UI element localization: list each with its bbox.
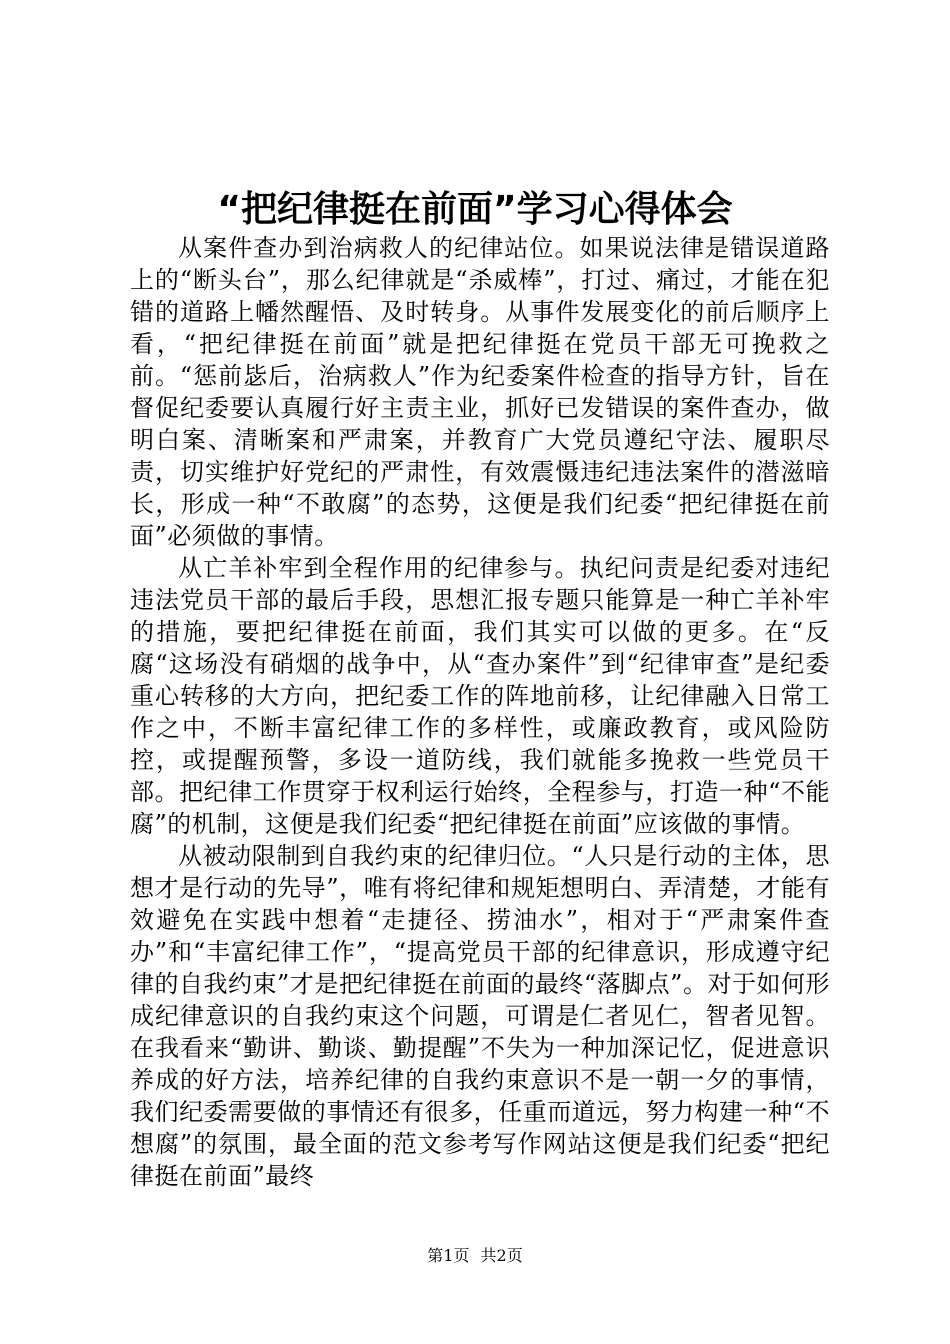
document-body	[130, 232, 830, 1192]
paragraph: 从亡羊补牢到全程作用的纪律参与。执纪问责是纪委对违纪违法党员干部的最后手段，思想汇报专题只能算是一种亡羊补牢的措施，要把纪律挺在前面，我们其实可以做的更多。在“反腐“这场没有硝烟的战争中，从“查办案件”到“纪律审查”是纪委重心转移的大方向，把纪委工作的阵地前移，让纪律融入日常工作之中，不断丰富纪律工作的多样性，或廉政教育，或风险防控，或提醒预警，多设一道防线，我们就能多挽救一些党员干部。把纪律工作贯穿于权利运行始终，全程参与，打造一种“不能腐”的机制，这便是我们纪委“把纪律挺在前面”应该做的事情。	[130, 554, 830, 838]
page-number: 第1页	[427, 1246, 470, 1265]
document-title: “把纪律挺在前面”学习心得体会	[217, 189, 733, 230]
total-pages: 共2页	[480, 1246, 523, 1265]
page-footer	[0, 1246, 950, 1266]
paragraph: 从案件查办到治病救人的纪律站位。如果说法律是错误道路上的“断头台”，那么纪律就是“杀威棒”，打过、痛过，才能在犯错的道路上幡然醒悟、及时转身。从事件发展变化的前后顺序上看，“把纪律挺在前面”就是把纪律挺在党员干部无可挽救之前。“惩前毖后，治病救人”作为纪委案件检查的指导方针，旨在督促纪委要认真履行好主责主业，抓好已发错误的案件查办，做明白案、清晰案和严肃案，并教育广大党员遵纪守法、履职尽责，切实维护好党纪的严肃性，有效震慑违纪违法案件的潜滋暗长，形成一种“不敢腐”的态势，这便是我们纪委“把纪律挺在前面”必须做的事情。	[130, 234, 830, 550]
paragraph: 从被动限制到自我约束的纪律归位。“人只是行动的主体，思想才是行动的先导”，唯有将纪律和规矩想明白、弄清楚，才能有效避免在实践中想着“走捷径、捞油水”，相对于“严肃案件查办”和“丰富纪律工作”，“提高党员干部的纪律意识，形成遵守纪律的自我约束”才是把纪律挺在前面的最终“落脚点”。对于如何形成纪律意识的自我约束这个问题，可谓是仁者见仁，智者见智。在我看来“勤讲、勤谈、勤提醒”不失为一种加深记忆，促进意识养成的好方法，培养纪律的自我约束意识不是一朝一夕的事情，我们纪委需要做的事情还有很多，任重而道远，努力构建一种“不想腐”的氛围，最全面的范文参考写作网站这便是我们纪委“把纪律挺在前面”最终	[130, 842, 830, 1190]
